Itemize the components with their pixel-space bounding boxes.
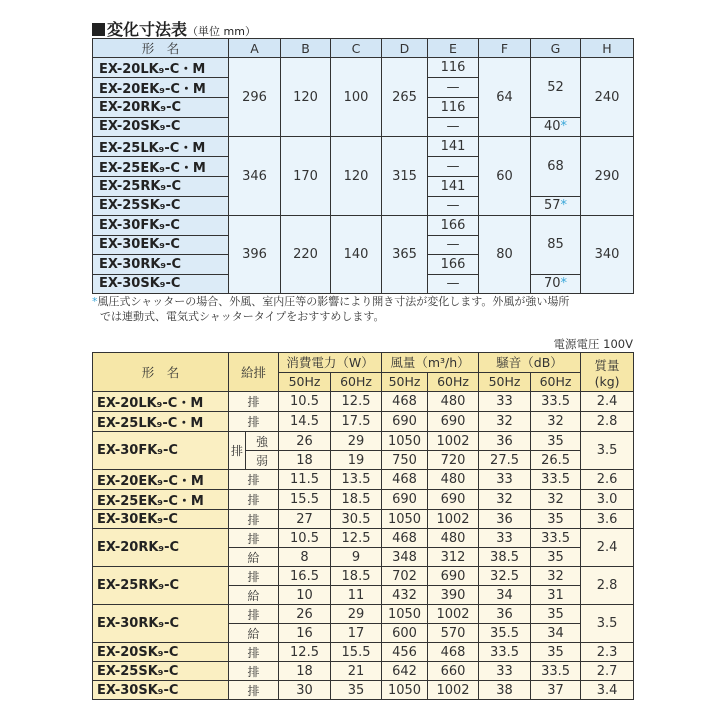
dim-e: — (428, 196, 479, 216)
header-power-60hz: 60Hz (331, 372, 382, 392)
value-a60: 480 (428, 392, 479, 412)
value-n60: 31 (531, 586, 581, 605)
model-name: EX-25EK₉-C・M (93, 490, 229, 510)
dim-h: 290 (581, 137, 634, 216)
value-n60: 35 (531, 643, 581, 662)
value-p50: 8 (279, 548, 331, 567)
mass-value: 3.4 (581, 681, 634, 700)
mass-value: 3.5 (581, 432, 634, 470)
header-power: 消費電力（W） (279, 353, 382, 373)
model-name: EX-30FK₉-C (93, 216, 229, 236)
value-p50: 16.5 (279, 567, 331, 586)
value-n50: 32.5 (479, 567, 531, 586)
table-row (93, 681, 634, 700)
value-p50: 18 (279, 451, 331, 470)
supply-exhaust-type: 排 (229, 529, 279, 548)
dim-a: 396 (229, 216, 281, 294)
dim-e: — (428, 274, 479, 294)
value-n60: 35 (531, 432, 581, 451)
value-n60: 33.5 (531, 392, 581, 412)
table-row (93, 662, 634, 681)
value-p50: 18 (279, 662, 331, 681)
dim-g: 52 (531, 58, 581, 118)
value-p60: 21 (331, 662, 382, 681)
value-p50: 30 (279, 681, 331, 700)
mass-value: 2.4 (581, 392, 634, 412)
value-n50: 32 (479, 490, 531, 510)
header-b: B (281, 39, 331, 58)
model-name: EX-30FK₉-C (93, 432, 229, 470)
header-noise-60hz: 60Hz (531, 372, 581, 392)
value-a60: 1002 (428, 681, 479, 700)
value-a50: 468 (382, 392, 428, 412)
dim-f: 64 (479, 58, 531, 137)
dim-f: 80 (479, 216, 531, 294)
value-n50: 36 (479, 432, 531, 451)
value-a60: 480 (428, 529, 479, 548)
model-name: EX-25RK₉-C (93, 177, 229, 197)
model-name: EX-30SK₉-C (93, 274, 229, 294)
dim-d: 315 (382, 137, 428, 216)
table-row (93, 216, 634, 236)
value-n60: 33.5 (531, 529, 581, 548)
header-noise-50hz: 50Hz (479, 372, 531, 392)
model-name: EX-20RK₉-C (93, 529, 229, 567)
supply-exhaust-type: 排 (229, 681, 279, 700)
dim-b: 120 (281, 58, 331, 137)
value-p50: 10 (279, 586, 331, 605)
value-n60: 32 (531, 490, 581, 510)
footnote: *風圧式シャッターの場合、外風、室内圧等の影響により開き寸法が変化します。外風が強い場所 では連動式、電気式シャッタータイプをおすすめします。 (92, 295, 570, 323)
value-a50: 1050 (382, 510, 428, 529)
header-c: C (331, 39, 382, 58)
dim-g-variable: 70* (531, 274, 581, 294)
value-a50: 690 (382, 490, 428, 510)
dim-c: 140 (331, 216, 382, 294)
model-name: EX-30EK₉-C (93, 235, 229, 255)
dim-e: 116 (428, 58, 479, 78)
model-name: EX-20RK₉-C (93, 98, 229, 118)
header-f: F (479, 39, 531, 58)
table-row (93, 412, 634, 432)
value-n50: 38 (479, 681, 531, 700)
value-n60: 35 (531, 548, 581, 567)
supply-exhaust-type: 給 (229, 624, 279, 643)
value-a60: 660 (428, 662, 479, 681)
model-name: EX-25RK₉-C (93, 567, 229, 605)
value-p50: 16 (279, 624, 331, 643)
fan-mode: 強 (246, 432, 279, 451)
value-a60: 480 (428, 470, 479, 490)
dim-table-title: 変化寸法表（単位 mm） (92, 17, 256, 40)
value-n60: 32 (531, 567, 581, 586)
value-a60: 468 (428, 643, 479, 662)
dim-e: 166 (428, 216, 479, 236)
model-name: EX-25LK₉-C・M (93, 137, 229, 157)
mass-value: 2.7 (581, 662, 634, 681)
supply-exhaust-type: 排 (229, 510, 279, 529)
value-a60: 690 (428, 567, 479, 586)
mass-value: 3.5 (581, 605, 634, 643)
dim-e: 166 (428, 255, 479, 275)
table-row (93, 643, 634, 662)
dim-e: 141 (428, 177, 479, 197)
value-p60: 35 (331, 681, 382, 700)
supply-exhaust-type: 排 (229, 412, 279, 432)
supply-exhaust-type: 排 (229, 490, 279, 510)
dim-b: 220 (281, 216, 331, 294)
model-name: EX-20SK₉-C (93, 117, 229, 137)
supply-exhaust-type: 排 (229, 662, 279, 681)
dim-e: — (428, 78, 479, 98)
model-name: EX-20SK₉-C (93, 643, 229, 662)
value-p60: 11 (331, 586, 382, 605)
table-row (93, 490, 634, 510)
fan-mode: 弱 (246, 451, 279, 470)
value-n50: 34 (479, 586, 531, 605)
dim-e: — (428, 157, 479, 177)
model-name: EX-25SK₉-C (93, 196, 229, 216)
value-p50: 10.5 (279, 529, 331, 548)
value-p50: 27 (279, 510, 331, 529)
mass-value: 3.0 (581, 490, 634, 510)
table-row (93, 392, 634, 412)
dimension-table (92, 38, 634, 294)
supply-exhaust-type: 排 (229, 392, 279, 412)
model-name: EX-25LK₉-C・M (93, 412, 229, 432)
value-n60: 37 (531, 681, 581, 700)
model-name: EX-30EK₉-C (93, 510, 229, 529)
mass-value: 2.3 (581, 643, 634, 662)
dim-g: 68 (531, 137, 581, 197)
value-p60: 12.5 (331, 529, 382, 548)
value-a60: 720 (428, 451, 479, 470)
value-a50: 642 (382, 662, 428, 681)
value-p50: 10.5 (279, 392, 331, 412)
value-a50: 468 (382, 470, 428, 490)
value-a60: 690 (428, 412, 479, 432)
mass-value: 2.4 (581, 529, 634, 567)
table-row (93, 470, 634, 490)
dim-h: 340 (581, 216, 634, 294)
value-p60: 19 (331, 451, 382, 470)
value-p50: 11.5 (279, 470, 331, 490)
dim-b: 170 (281, 137, 331, 216)
table-row (93, 510, 634, 529)
value-a60: 312 (428, 548, 479, 567)
value-a60: 1002 (428, 432, 479, 451)
value-n50: 32 (479, 412, 531, 432)
value-a50: 702 (382, 567, 428, 586)
mass-value: 2.8 (581, 412, 634, 432)
value-a50: 1050 (382, 605, 428, 624)
spec-table (92, 352, 634, 700)
header-mass: 質量 (kg) (581, 353, 634, 392)
header-air-60hz: 60Hz (428, 372, 479, 392)
dim-f: 60 (479, 137, 531, 216)
model-name: EX-20EK₉-C・M (93, 78, 229, 98)
value-a50: 468 (382, 529, 428, 548)
value-a50: 432 (382, 586, 428, 605)
value-a60: 1002 (428, 510, 479, 529)
value-a50: 690 (382, 412, 428, 432)
model-name: EX-25SK₉-C (93, 662, 229, 681)
value-a50: 1050 (382, 681, 428, 700)
dim-c: 120 (331, 137, 382, 216)
value-n50: 36 (479, 605, 531, 624)
value-p60: 17 (331, 624, 382, 643)
header-model: 形 名 (93, 353, 229, 392)
value-p60: 12.5 (331, 392, 382, 412)
asterisk-mark: * (560, 119, 568, 135)
dim-a: 346 (229, 137, 281, 216)
supply-exhaust-type: 給 (229, 548, 279, 567)
value-a50: 750 (382, 451, 428, 470)
dim-e: 141 (428, 137, 479, 157)
model-name: EX-20LK₉-C・M (93, 392, 229, 412)
dim-d: 365 (382, 216, 428, 294)
asterisk-mark: * (560, 276, 568, 292)
value-p50: 26 (279, 605, 331, 624)
dim-g-variable: 57* (531, 196, 581, 216)
mass-value: 2.6 (581, 470, 634, 490)
header-supply-exhaust: 給排 (229, 353, 279, 392)
value-n50: 33 (479, 392, 531, 412)
value-a50: 348 (382, 548, 428, 567)
value-p60: 30.5 (331, 510, 382, 529)
value-p50: 14.5 (279, 412, 331, 432)
table-row (93, 529, 634, 548)
value-p50: 12.5 (279, 643, 331, 662)
mass-value: 3.6 (581, 510, 634, 529)
power-voltage-label: 電源電圧 100V (553, 337, 633, 351)
dim-e: — (428, 235, 479, 255)
supply-exhaust-type: 排 (229, 643, 279, 662)
value-a50: 456 (382, 643, 428, 662)
value-n50: 33.5 (479, 643, 531, 662)
model-name: EX-30SK₉-C (93, 681, 229, 700)
value-n50: 33 (479, 529, 531, 548)
value-p60: 9 (331, 548, 382, 567)
value-a50: 600 (382, 624, 428, 643)
model-name: EX-20LK₉-C・M (93, 58, 229, 78)
header-noise: 騒音（dB） (479, 353, 581, 373)
dim-h: 240 (581, 58, 634, 137)
header-h: H (581, 39, 634, 58)
supply-exhaust-type: 給 (229, 586, 279, 605)
supply-exhaust-type: 排 (229, 567, 279, 586)
supply-exhaust-type: 排 (229, 470, 279, 490)
value-p60: 18.5 (331, 490, 382, 510)
asterisk-mark: * (560, 198, 568, 214)
dim-a: 296 (229, 58, 281, 137)
supply-exhaust-type: 排 (229, 432, 246, 470)
square-bullet-icon (92, 23, 105, 36)
table-row (93, 567, 634, 586)
header-model: 形 名 (93, 39, 229, 58)
dim-e: — (428, 117, 479, 137)
dim-d: 265 (382, 58, 428, 137)
dim-g-variable: 40* (531, 117, 581, 137)
value-a60: 690 (428, 490, 479, 510)
value-n50: 38.5 (479, 548, 531, 567)
value-n60: 34 (531, 624, 581, 643)
model-name: EX-20EK₉-C・M (93, 470, 229, 490)
dim-g: 85 (531, 216, 581, 275)
value-n60: 26.5 (531, 451, 581, 470)
value-n50: 35.5 (479, 624, 531, 643)
supply-exhaust-type: 排 (229, 605, 279, 624)
value-n60: 32 (531, 412, 581, 432)
value-a50: 1050 (382, 432, 428, 451)
model-name: EX-30RK₉-C (93, 255, 229, 275)
table-row (93, 605, 634, 624)
value-p60: 15.5 (331, 643, 382, 662)
value-a60: 570 (428, 624, 479, 643)
mass-value: 2.8 (581, 567, 634, 605)
value-p50: 15.5 (279, 490, 331, 510)
header-a: A (229, 39, 281, 58)
model-name: EX-30RK₉-C (93, 605, 229, 643)
value-n50: 33 (479, 470, 531, 490)
value-p60: 13.5 (331, 470, 382, 490)
value-p60: 29 (331, 605, 382, 624)
value-a60: 390 (428, 586, 479, 605)
dim-c: 100 (331, 58, 382, 137)
value-p60: 29 (331, 432, 382, 451)
header-e: E (428, 39, 479, 58)
value-n60: 33.5 (531, 662, 581, 681)
header-d: D (382, 39, 428, 58)
value-n60: 35 (531, 510, 581, 529)
header-airflow: 風量（m³/h） (382, 353, 479, 373)
header-air-50hz: 50Hz (382, 372, 428, 392)
value-n50: 36 (479, 510, 531, 529)
value-p60: 17.5 (331, 412, 382, 432)
header-g: G (531, 39, 581, 58)
table-row (93, 432, 634, 451)
model-name: EX-25EK₉-C・M (93, 157, 229, 177)
header-power-50hz: 50Hz (279, 372, 331, 392)
dim-e: 116 (428, 98, 479, 118)
value-n60: 35 (531, 605, 581, 624)
value-p60: 18.5 (331, 567, 382, 586)
value-n50: 33 (479, 662, 531, 681)
value-n50: 27.5 (479, 451, 531, 470)
table-row (93, 58, 634, 78)
table-row (93, 137, 634, 157)
value-p50: 26 (279, 432, 331, 451)
value-n60: 33.5 (531, 470, 581, 490)
value-a60: 1002 (428, 605, 479, 624)
